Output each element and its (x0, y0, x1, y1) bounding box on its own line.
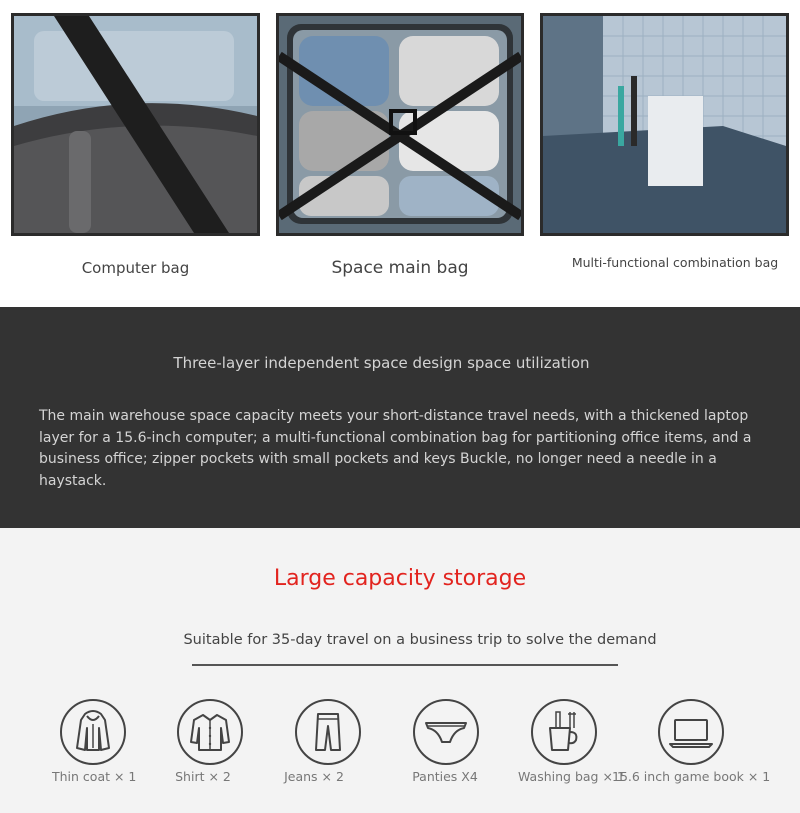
jeans-label: Jeans × 2 (284, 769, 344, 784)
panties-label: Panties X4 (412, 769, 478, 784)
computer-bag-photo (11, 13, 260, 236)
multi-functional-bag-photo (540, 13, 789, 236)
design-title: Three-layer independent space design space utilization (173, 354, 590, 372)
washing-bag-label: Washing bag × 1 (518, 769, 625, 784)
subtitle-underline (192, 664, 618, 666)
design-section (0, 307, 800, 528)
coat-label: Thin coat × 1 (52, 769, 137, 784)
jeans-icon (294, 698, 362, 766)
photo-strip (0, 0, 800, 307)
capacity-subtitle: Suitable for 35-day travel on a business trip to solve the demand (183, 632, 657, 648)
laptop-icon (657, 698, 725, 766)
capacity-section (0, 528, 800, 813)
computer-bag-caption: Computer bag (81, 259, 190, 277)
laptop-label: 15.6 inch game book × 1 (612, 769, 771, 784)
multi-functional-caption: Multi-functional combination bag (571, 255, 779, 270)
capacity-title: Large capacity storage (273, 566, 527, 591)
washing-bag-icon (530, 698, 598, 766)
space-main-bag-caption: Space main bag (331, 258, 469, 278)
design-description: The main warehouse space capacity meets your short-distance travel needs, with a thickened laptop layer for a 15.6-inch computer; a multi-functional combination bag for partitioning office items, and a business office; zipper pockets with small pockets and keys Buckle, no longer need a needle in a haystack. (39, 408, 752, 489)
shirt-label: Shirt × 2 (175, 769, 231, 784)
panties-icon (412, 698, 480, 766)
space-main-bag-photo (276, 13, 524, 236)
shirt-icon (176, 698, 244, 766)
coat-icon (59, 698, 127, 766)
